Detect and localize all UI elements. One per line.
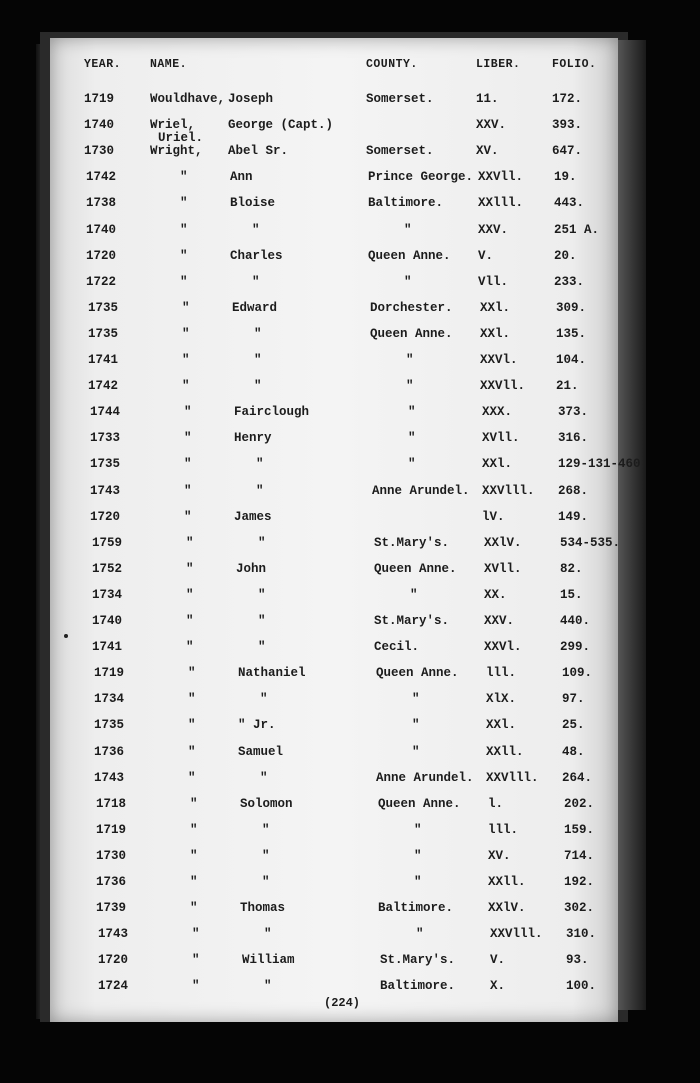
row-county: Queen Anne. — [368, 249, 451, 263]
row-liber: XXV. — [484, 614, 515, 628]
row-folio: 251 A. — [554, 223, 600, 237]
header-county: COUNTY. — [366, 58, 418, 71]
row-county: " — [414, 849, 422, 863]
row-surname: " — [182, 327, 190, 341]
row-county: Anne Arundel. — [376, 771, 474, 785]
row-surname: " — [192, 979, 200, 993]
row-given-name: Bloise — [230, 196, 276, 210]
row-liber: XXlV. — [484, 536, 522, 550]
row-folio: 129-131-460 — [558, 457, 641, 471]
row-county: " — [408, 457, 416, 471]
row-liber: lll. — [486, 666, 517, 680]
row-year: 1742 — [86, 170, 117, 184]
row-county: Baltimore. — [380, 979, 456, 993]
row-county: Anne Arundel. — [372, 484, 470, 498]
row-given-name: " — [258, 614, 266, 628]
row-folio: 309. — [556, 301, 587, 315]
row-liber: 11. — [476, 92, 499, 106]
row-year: 1738 — [86, 196, 117, 210]
row-given-name: " — [262, 823, 270, 837]
row-year: 1743 — [98, 927, 129, 941]
row-year: 1730 — [96, 849, 127, 863]
row-county: Baltimore. — [378, 901, 454, 915]
row-year: 1718 — [96, 797, 127, 811]
header-liber: LIBER. — [476, 58, 521, 71]
row-year: 1722 — [86, 275, 117, 289]
row-liber: XXV. — [476, 118, 507, 132]
row-folio: 268. — [558, 484, 589, 498]
row-surname: " — [180, 223, 188, 237]
row-folio: 135. — [556, 327, 587, 341]
row-year: 1733 — [90, 431, 121, 445]
row-county: Somerset. — [366, 92, 434, 106]
row-surname: " — [182, 301, 190, 315]
row-given-name: " — [264, 927, 272, 941]
row-year: 1752 — [92, 562, 123, 576]
row-surname: Wriel, — [150, 118, 196, 132]
row-liber: Vll. — [478, 275, 509, 289]
row-year: 1744 — [90, 405, 121, 419]
row-county: Queen Anne. — [376, 666, 459, 680]
row-folio: 310. — [566, 927, 597, 941]
row-folio: 20. — [554, 249, 577, 263]
row-folio: 93. — [566, 953, 589, 967]
row-folio: 25. — [562, 718, 585, 732]
row-liber: XXl. — [482, 457, 513, 471]
row-county: Baltimore. — [368, 196, 444, 210]
row-liber: XXX. — [482, 405, 513, 419]
row-surname: " — [186, 588, 194, 602]
row-folio: 48. — [562, 745, 585, 759]
row-given-name: " — [254, 379, 262, 393]
header-folio: FOLIO. — [552, 58, 597, 71]
row-folio: 15. — [560, 588, 583, 602]
row-liber: XXVll. — [478, 170, 524, 184]
row-county: " — [404, 275, 412, 289]
row-surname: " — [192, 953, 200, 967]
row-folio: 647. — [552, 144, 583, 158]
row-given-name: " — [252, 223, 260, 237]
row-liber: XXll. — [486, 745, 524, 759]
row-surname: " — [184, 457, 192, 471]
row-given-name: Fairclough — [234, 405, 310, 419]
row-surname: " — [182, 353, 190, 367]
row-folio: 373. — [558, 405, 589, 419]
row-county: " — [408, 405, 416, 419]
row-year: 1743 — [94, 771, 125, 785]
row-liber: XVll. — [484, 562, 522, 576]
row-folio: 534-535. — [560, 536, 621, 550]
row-liber: XXlV. — [488, 901, 526, 915]
row-given-name: George (Capt.) — [228, 118, 334, 132]
row-liber: XV. — [488, 849, 511, 863]
row-year: 1736 — [96, 875, 127, 889]
row-given-name: " — [258, 536, 266, 550]
row-folio: 192. — [564, 875, 595, 889]
row-year: 1735 — [88, 327, 119, 341]
row-year: 1741 — [88, 353, 119, 367]
row-year: 1740 — [92, 614, 123, 628]
row-year: 1740 — [84, 118, 115, 132]
row-surname: " — [190, 823, 198, 837]
row-liber: XVll. — [482, 431, 520, 445]
row-county: " — [406, 379, 414, 393]
row-county: Queen Anne. — [374, 562, 457, 576]
row-given-name: Thomas — [240, 901, 286, 915]
row-surname: " — [184, 405, 192, 419]
row-county: " — [412, 692, 420, 706]
row-surname-variant: Uriel. — [158, 131, 204, 145]
row-folio: 149. — [558, 510, 589, 524]
row-surname: " — [186, 562, 194, 576]
row-liber: XlX. — [486, 692, 517, 706]
row-surname: " — [190, 849, 198, 863]
row-liber: XXV. — [478, 223, 509, 237]
row-given-name: " — [260, 692, 268, 706]
row-folio: 100. — [566, 979, 597, 993]
row-given-name: " — [254, 353, 262, 367]
row-year: 1734 — [94, 692, 125, 706]
row-surname: " — [184, 484, 192, 498]
row-liber: V. — [478, 249, 494, 263]
row-given-name: Abel Sr. — [228, 144, 289, 158]
row-given-name: Nathaniel — [238, 666, 306, 680]
row-liber: l. — [488, 797, 504, 811]
row-given-name: Henry — [234, 431, 272, 445]
row-given-name: " — [262, 849, 270, 863]
row-folio: 440. — [560, 614, 591, 628]
row-folio: 97. — [562, 692, 585, 706]
row-liber: XXl. — [480, 301, 511, 315]
row-county: " — [412, 745, 420, 759]
row-folio: 104. — [556, 353, 587, 367]
row-given-name: " — [256, 484, 264, 498]
row-county: " — [404, 223, 412, 237]
row-surname: " — [186, 614, 194, 628]
row-year: 1743 — [90, 484, 121, 498]
row-given-name: " — [258, 640, 266, 654]
row-given-name: " — [264, 979, 272, 993]
row-given-name: " — [258, 588, 266, 602]
row-year: 1719 — [94, 666, 125, 680]
row-surname: " — [188, 666, 196, 680]
row-surname: " — [184, 510, 192, 524]
row-county: Somerset. — [366, 144, 434, 158]
page-number: (224) — [324, 996, 361, 1010]
row-given-name: Solomon — [240, 797, 293, 811]
row-county: " — [414, 823, 422, 837]
row-liber: XX. — [484, 588, 507, 602]
row-surname: " — [188, 771, 196, 785]
row-given-name: Samuel — [238, 745, 284, 759]
header-name: NAME. — [150, 58, 188, 71]
row-year: 1720 — [90, 510, 121, 524]
row-folio: 172. — [552, 92, 583, 106]
row-liber: XXVl. — [480, 353, 518, 367]
row-surname: " — [180, 170, 188, 184]
row-surname: " — [184, 431, 192, 445]
row-year: 1720 — [98, 953, 129, 967]
row-given-name: William — [242, 953, 295, 967]
row-liber: XXVlll. — [486, 771, 539, 785]
row-given-name: John — [236, 562, 267, 576]
row-surname: " — [180, 249, 188, 263]
row-folio: 264. — [562, 771, 593, 785]
row-liber: XXVl. — [484, 640, 522, 654]
row-folio: 19. — [554, 170, 577, 184]
row-surname: " — [188, 718, 196, 732]
row-folio: 233. — [554, 275, 585, 289]
header-year: YEAR. — [84, 58, 122, 71]
row-folio: 393. — [552, 118, 583, 132]
row-given-name: Ann — [230, 170, 253, 184]
row-surname: " — [186, 536, 194, 550]
row-surname: " — [186, 640, 194, 654]
row-county: Queen Anne. — [370, 327, 453, 341]
row-surname: Wouldhave, — [150, 92, 226, 106]
row-liber: lV. — [482, 510, 505, 524]
row-liber: XXVlll. — [482, 484, 535, 498]
row-county: Prince George. — [368, 170, 474, 184]
row-year: 1734 — [92, 588, 123, 602]
row-year: 1739 — [96, 901, 127, 915]
row-year: 1735 — [88, 301, 119, 315]
row-given-name: Edward — [232, 301, 278, 315]
row-surname: " — [190, 901, 198, 915]
row-folio: 159. — [564, 823, 595, 837]
row-county: " — [410, 588, 418, 602]
row-folio: 302. — [564, 901, 595, 915]
row-surname: " — [182, 379, 190, 393]
row-folio: 316. — [558, 431, 589, 445]
row-county: Dorchester. — [370, 301, 453, 315]
row-liber: XXl. — [480, 327, 511, 341]
row-year: 1735 — [94, 718, 125, 732]
row-surname: " — [190, 797, 198, 811]
row-given-name: " — [252, 275, 260, 289]
row-county: St.Mary's. — [374, 614, 450, 628]
row-given-name: " — [260, 771, 268, 785]
row-liber: XXl. — [486, 718, 517, 732]
row-county: " — [416, 927, 424, 941]
row-liber: XXlll. — [478, 196, 524, 210]
row-surname: " — [190, 875, 198, 889]
row-given-name: James — [234, 510, 272, 524]
row-county: " — [406, 353, 414, 367]
row-given-name: Charles — [230, 249, 283, 263]
row-year: 1759 — [92, 536, 123, 550]
row-year: 1735 — [90, 457, 121, 471]
row-given-name: " — [254, 327, 262, 341]
row-liber: X. — [490, 979, 506, 993]
row-surname: Wright, — [150, 144, 203, 158]
row-surname: " — [180, 196, 188, 210]
row-liber: V. — [490, 953, 506, 967]
row-county: Cecil. — [374, 640, 420, 654]
row-county: St.Mary's. — [374, 536, 450, 550]
row-year: 1741 — [92, 640, 123, 654]
row-surname: " — [192, 927, 200, 941]
row-folio: 299. — [560, 640, 591, 654]
row-year: 1730 — [84, 144, 115, 158]
row-folio: 21. — [556, 379, 579, 393]
row-given-name: " — [262, 875, 270, 889]
row-liber: XXVll. — [480, 379, 526, 393]
row-year: 1740 — [86, 223, 117, 237]
row-given-name: Joseph — [228, 92, 274, 106]
row-year: 1724 — [98, 979, 129, 993]
row-surname: " — [188, 745, 196, 759]
row-year: 1719 — [96, 823, 127, 837]
row-given-name: " Jr. — [238, 718, 276, 732]
row-liber: lll. — [488, 823, 519, 837]
row-surname: " — [180, 275, 188, 289]
row-folio: 82. — [560, 562, 583, 576]
row-county: " — [412, 718, 420, 732]
row-liber: XXVlll. — [490, 927, 543, 941]
row-liber: XV. — [476, 144, 499, 158]
row-county: " — [414, 875, 422, 889]
row-given-name: " — [256, 457, 264, 471]
row-year: 1742 — [88, 379, 119, 393]
row-folio: 202. — [564, 797, 595, 811]
row-county: " — [408, 431, 416, 445]
row-folio: 109. — [562, 666, 593, 680]
row-county: St.Mary's. — [380, 953, 456, 967]
row-surname: " — [188, 692, 196, 706]
row-year: 1719 — [84, 92, 115, 106]
row-folio: 714. — [564, 849, 595, 863]
row-county: Queen Anne. — [378, 797, 461, 811]
row-folio: 443. — [554, 196, 585, 210]
ink-speck — [64, 634, 68, 638]
row-year: 1720 — [86, 249, 117, 263]
row-liber: XXll. — [488, 875, 526, 889]
row-year: 1736 — [94, 745, 125, 759]
